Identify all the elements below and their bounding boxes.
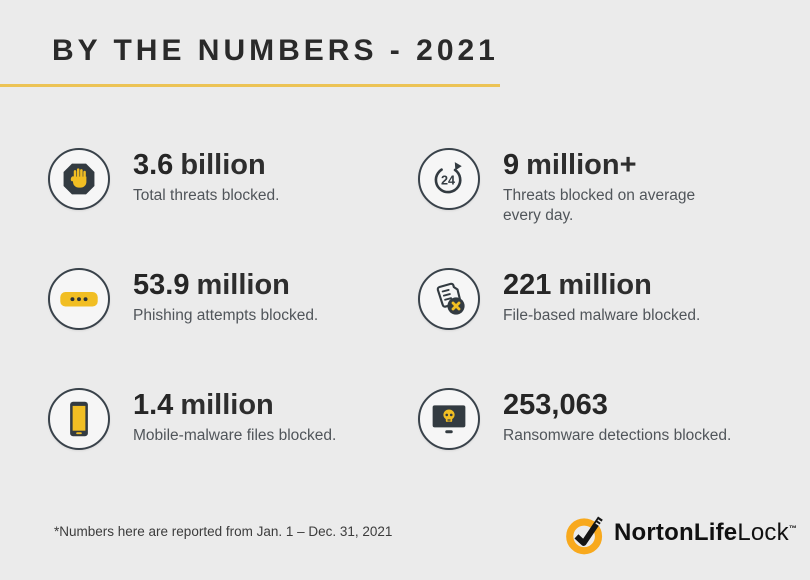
nortonlifelock-logo [564,510,797,556]
stat-value: 3.6 billion [133,149,266,181]
stat-description: Ransomware detections blocked. [503,427,732,444]
footnote: *Numbers here are reported from Jan. 1 – Dec. 31, 2021 [54,524,393,539]
stat-daily-threats [418,148,731,226]
skull-monitor-icon [418,388,480,450]
stat-description: Phishing attempts blocked. [133,307,319,324]
stat-value: 221 million [503,269,652,301]
stat-phishing [48,268,318,330]
stat-value: 9 million+ [503,149,637,181]
stat-value: 53.9 million [133,269,290,301]
stat-mobile-malware [48,388,336,450]
stat-ransomware [418,388,731,450]
logo-wordmark: NortonLifeLock™ [614,519,798,546]
stat-text [503,389,731,446]
file-blocked-icon [418,268,480,330]
svg-text:24: 24 [441,173,456,188]
stat-text [133,149,279,206]
stat-text [133,389,336,446]
smartphone-icon [48,388,110,450]
stat-description: Mobile-malware files blocked. [133,427,337,444]
stat-text [503,269,700,326]
stat-value: 253,063 [503,389,608,421]
stat-value: 1.4 million [133,389,274,421]
stat-total-threats [48,148,279,210]
password-dots-icon [48,268,110,330]
stat-file-malware [418,268,700,330]
stat-description: File-based malware blocked. [503,307,701,324]
title-underline [0,84,500,87]
stat-description: Total threats blocked. [133,187,280,204]
stat-text [503,149,731,226]
stat-description: Threats blocked on average every day. [503,187,696,224]
norton-check-icon [564,510,610,556]
stop-hand-icon [48,148,110,210]
24-hours-cycle-icon [418,148,480,210]
stat-text [133,269,318,326]
page-title: BY THE NUMBERS - 2021 [52,34,499,67]
